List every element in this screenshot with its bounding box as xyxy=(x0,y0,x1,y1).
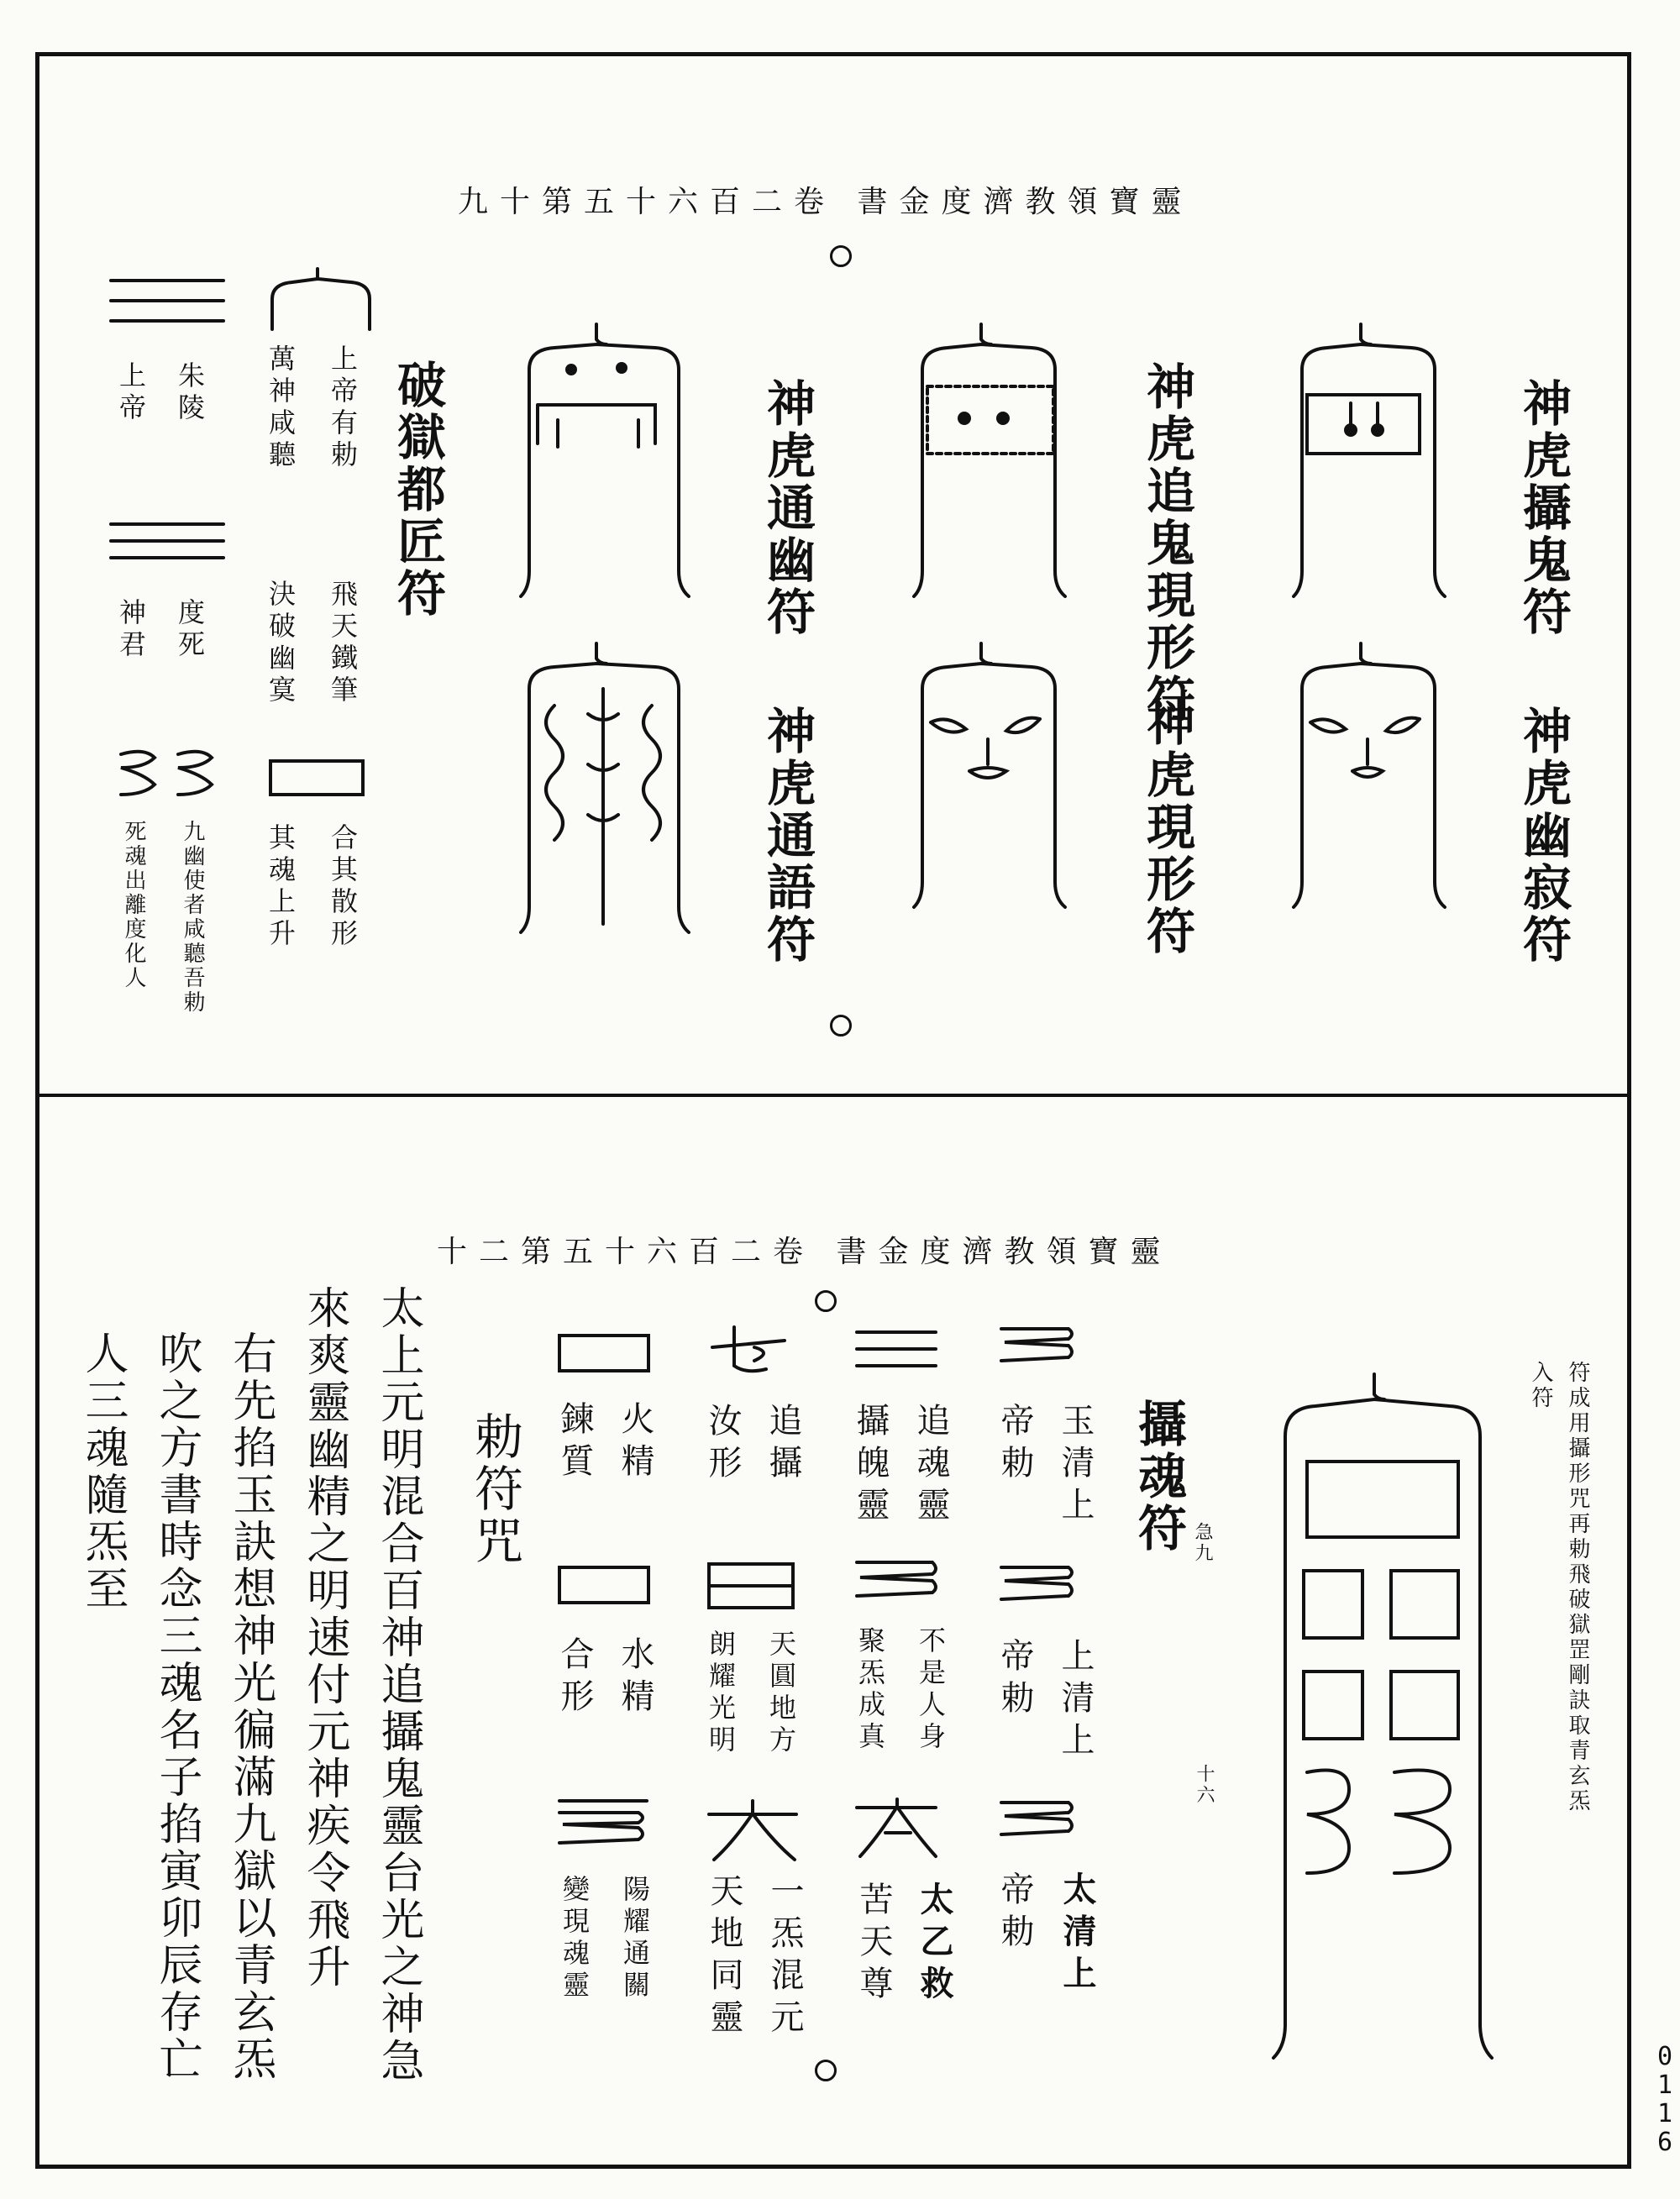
incantation-line: 度死 xyxy=(174,598,206,662)
incantation-line: 上帝 xyxy=(115,361,147,425)
binding-hole-icon xyxy=(815,2060,837,2081)
talisman-coil-icon xyxy=(996,1322,1080,1372)
talisman-title: 神虎追鬼現形符 xyxy=(1138,361,1195,726)
talisman-triple-bar-icon xyxy=(106,274,232,333)
incantation-line: 天地同靈 xyxy=(705,1873,743,2041)
talisman-title: 神虎攝鬼符 xyxy=(1515,378,1572,638)
talisman-triple-bar-icon xyxy=(852,1327,944,1378)
incantation-line: 變現魂靈 xyxy=(559,1875,591,2002)
incantation-line: 其魂上升 xyxy=(265,823,297,951)
incantation-line: 帝勅 xyxy=(995,1403,1034,1487)
incantation-line: 追攝 xyxy=(764,1403,802,1487)
page-number: 0116 xyxy=(1656,2042,1673,2157)
talisman-coil-icon xyxy=(554,1794,655,1853)
talisman-serpent-icon xyxy=(504,638,706,941)
incantation-line: 合其散形 xyxy=(327,823,359,951)
incantation-line: 帝勅 xyxy=(995,1638,1034,1722)
incantation-line: 鍊質 xyxy=(555,1401,594,1485)
incantation-line: 苦天尊 xyxy=(854,1881,893,2007)
incantation-line: 太乙救 xyxy=(915,1881,954,2007)
talisman-sun-icon xyxy=(702,1557,803,1616)
soul-talisman-title: 攝魂符 xyxy=(1130,1399,1187,1555)
side-number: 十六 xyxy=(1194,1764,1215,1806)
talisman-box-icon xyxy=(267,756,368,806)
talisman-coil-icon xyxy=(996,1796,1080,1846)
title-note: 急九 xyxy=(1192,1522,1213,1564)
talisman-triple-bar-icon xyxy=(106,517,232,568)
incantation-line: 陽耀通關 xyxy=(619,1875,651,2002)
incantation-line: 追魂靈 xyxy=(911,1403,950,1529)
incantation-line: 攝魄靈 xyxy=(851,1403,890,1529)
incantation-line: 上帝有勅 xyxy=(327,344,359,472)
incantation-line: 天圓地方 xyxy=(765,1630,797,1757)
incantation-line: 合形 xyxy=(555,1636,594,1720)
incantation-line: 上清上 xyxy=(1056,1638,1095,1764)
incantation-line: 死魂出離度化人 xyxy=(121,820,146,990)
talisman-seal-icon xyxy=(504,319,706,605)
talisman-coil-icon xyxy=(996,1561,1080,1611)
page-divider xyxy=(35,1094,1631,1097)
incantation-line: 朱陵 xyxy=(174,361,206,425)
spell-verse-line: 吹之方書時念三魂名子掐寅卯辰存亡 xyxy=(151,1330,202,2083)
talisman-title: 神虎通幽符 xyxy=(759,378,816,638)
talisman-title: 神虎現形符 xyxy=(1138,697,1195,958)
spell-verse-line: 太上元明混合百神追攝鬼靈台光之神急 xyxy=(373,1285,423,2085)
incantation-line: 一炁混元 xyxy=(765,1873,804,2041)
talisman-title: 神虎幽寂符 xyxy=(1515,706,1572,966)
talisman-box-icon xyxy=(554,1562,655,1613)
talisman-glyph-icon xyxy=(704,1322,796,1381)
talisman-seal-icon xyxy=(897,319,1082,605)
talisman-title: 神虎通語符 xyxy=(759,706,816,966)
incantation-line: 水精 xyxy=(616,1636,654,1720)
incantation-line: 聚炁成真 xyxy=(854,1626,886,1754)
talisman-face-icon xyxy=(1277,638,1462,916)
incantation-line: 飛天鐵筆 xyxy=(327,580,359,707)
talisman-coil-icon xyxy=(852,1557,944,1608)
incantation-line: 太清上 xyxy=(1058,1871,1097,1997)
talisman-box-icon xyxy=(554,1330,655,1381)
binding-hole-icon xyxy=(815,1290,837,1312)
incantation-line: 九幽使者咸聽吾勅 xyxy=(180,820,205,1015)
usage-note: 符成用攝形咒再勅飛破獄罡剛訣取青玄炁入符 xyxy=(1528,1361,1590,1814)
incantation-line: 神君 xyxy=(115,598,147,662)
incantation-line: 汝形 xyxy=(703,1403,742,1487)
spell-verse-line: 右先掐玉訣想神光徧滿九獄以青玄炁 xyxy=(225,1330,276,2083)
incantation-line: 不是人身 xyxy=(915,1626,947,1754)
incantation-line: 萬神咸聽 xyxy=(265,344,297,472)
binding-hole-icon xyxy=(830,1015,852,1037)
spell-verse-line: 人三魂隨炁至 xyxy=(77,1330,128,1613)
talisman-crown-icon xyxy=(267,265,376,333)
talisman-figure-icon xyxy=(704,1798,805,1865)
talisman-soul-icon xyxy=(1257,1369,1509,2066)
bottom-header: 靈寶領教濟度金書 卷二百六十五第二十 xyxy=(437,1235,1173,1269)
top-header: 靈寶領教濟度金書 卷二百六十五第十九 xyxy=(458,185,1194,219)
talisman-seal-icon xyxy=(1277,319,1462,605)
talisman-coil-icon xyxy=(111,746,228,821)
incantation-line: 火精 xyxy=(616,1401,654,1485)
talisman-title: 破獄都匠符 xyxy=(389,360,446,620)
spell-title: 勅符咒 xyxy=(466,1411,523,1567)
incantation-line: 決破幽寞 xyxy=(265,580,297,707)
talisman-face-icon xyxy=(897,638,1082,916)
spell-verse-line: 來爽靈幽精之明速付元神疾令飛升 xyxy=(299,1285,349,1991)
talisman-figure-icon xyxy=(852,1796,944,1863)
incantation-line: 朗耀光明 xyxy=(705,1630,737,1757)
incantation-line: 玉清上 xyxy=(1056,1403,1095,1529)
incantation-line: 帝勅 xyxy=(995,1871,1034,1955)
binding-hole-icon xyxy=(830,245,852,267)
